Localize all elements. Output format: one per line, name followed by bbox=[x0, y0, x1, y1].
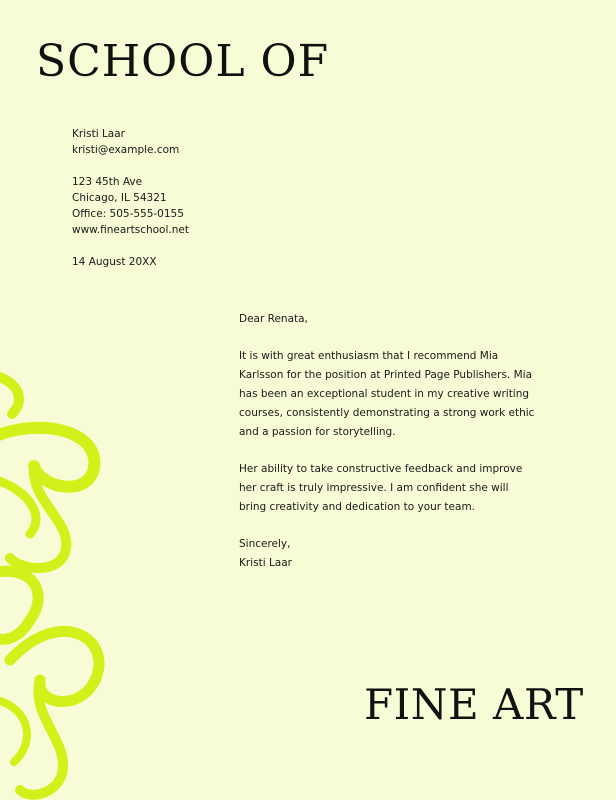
sender-email: kristi@example.com bbox=[72, 144, 180, 156]
swirl-stroke bbox=[0, 571, 38, 639]
school-title-bottom: FINE ART bbox=[364, 680, 584, 729]
salutation: Dear Renata, bbox=[239, 313, 308, 325]
school-title-top: SCHOOL OF bbox=[36, 36, 330, 87]
closing: Sincerely, bbox=[239, 538, 291, 550]
signature-name: Kristi Laar bbox=[239, 557, 292, 569]
swirl-stroke bbox=[0, 428, 94, 487]
sender-name: Kristi Laar bbox=[72, 128, 125, 140]
swirl-stroke bbox=[0, 376, 19, 414]
paragraph-2: Her ability to take constructive feedback and improve her craft is truly impressive. I am confident she will bring creativity and dedication to your team. bbox=[239, 463, 523, 513]
paragraph-1: It is with great enthusiasm that I recommend Mia Karlsson for the position at Printed Page Publishers. Mia has been an exceptional student in my creative writing courses, consistently demonstrating a strong work ethic and a passion for storytelling. bbox=[239, 350, 535, 438]
swirl-strokes bbox=[0, 376, 99, 795]
sender-street: 123 45th Ave bbox=[72, 176, 143, 188]
letter-date: 14 August 20XX bbox=[72, 256, 157, 268]
sender-block bbox=[72, 126, 189, 270]
swirl-stroke bbox=[10, 631, 99, 701]
sender-website: www.fineartschool.net bbox=[72, 224, 189, 236]
swirl-stroke bbox=[0, 700, 27, 762]
swirl-stroke bbox=[0, 480, 36, 534]
sender-city: Chicago, IL 54321 bbox=[72, 192, 167, 204]
letter-body bbox=[239, 310, 539, 573]
decorative-swirl bbox=[0, 370, 120, 800]
sender-office-phone: Office: 505-555-0155 bbox=[72, 208, 184, 220]
